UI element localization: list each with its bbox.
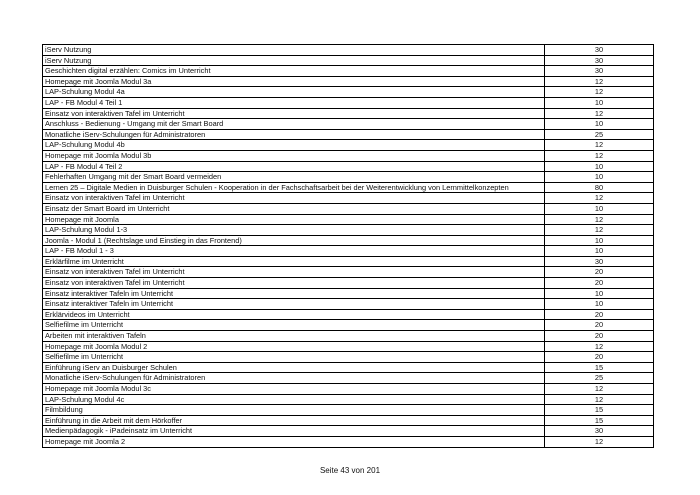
table-row [43,299,654,310]
course-title-cell: Einsatz von interaktiven Tafel im Unterricht [43,193,545,204]
course-hours-cell: 20 [545,320,654,331]
table-row [43,288,654,299]
course-hours-cell: 80 [545,182,654,193]
table-row [43,119,654,130]
course-hours-cell: 20 [545,267,654,278]
course-hours-cell: 12 [545,394,654,405]
table-row [43,331,654,342]
course-hours-cell: 12 [545,150,654,161]
course-title-cell: Homepage mit Joomla Modul 2 [43,341,545,352]
course-hours-cell: 10 [545,97,654,108]
course-hours-cell: 10 [545,161,654,172]
table-row [43,341,654,352]
course-title-cell: Einsatz von interaktiven Tafel im Unterricht [43,108,545,119]
table-row [43,108,654,119]
table-row [43,426,654,437]
course-title-cell: Homepage mit Joomla 2 [43,436,545,447]
course-hours-cell: 15 [545,415,654,426]
table-row [43,394,654,405]
course-hours-cell: 10 [545,172,654,183]
table-row [43,161,654,172]
course-title-cell: LAP-Schulung Modul 4c [43,394,545,405]
table-row [43,97,654,108]
table-row [43,362,654,373]
course-title-cell: Geschichten digital erzählen: Comics im Unterricht [43,66,545,77]
table-row [43,309,654,320]
course-title-cell: LAP-Schulung Modul 4b [43,140,545,151]
table-row [43,373,654,384]
course-title-cell: LAP - FB Modul 4 Teil 1 [43,97,545,108]
course-title-cell: LAP - FB Modul 1 - 3 [43,246,545,257]
course-title-cell: Medienpädagogik - iPadeinsatz im Unterricht [43,426,545,437]
course-hours-cell: 25 [545,129,654,140]
course-title-cell: Einführung in die Arbeit mit dem Hörkoffer [43,415,545,426]
course-hours-cell: 10 [545,203,654,214]
course-hours-cell: 12 [545,193,654,204]
table-row [43,45,654,56]
course-title-cell: Monatliche iServ-Schulungen für Administratoren [43,373,545,384]
course-title-cell: Filmbildung [43,405,545,416]
course-hours-cell: 12 [545,108,654,119]
table-row [43,256,654,267]
table-row [43,320,654,331]
course-table [42,44,654,448]
table-row [43,129,654,140]
course-hours-cell: 20 [545,278,654,289]
table-row [43,267,654,278]
course-title-cell: LAP-Schulung Modul 1-3 [43,225,545,236]
table-row [43,150,654,161]
table-row [43,203,654,214]
course-hours-cell: 12 [545,214,654,225]
course-hours-cell: 30 [545,426,654,437]
course-title-cell: Selfiefilme im Unterricht [43,320,545,331]
course-title-cell: Erklärfilme im Unterricht [43,256,545,267]
table-row [43,384,654,395]
course-title-cell: iServ Nutzung [43,45,545,56]
course-hours-cell: 12 [545,225,654,236]
course-title-cell: Einsatz von interaktiven Tafel im Unterricht [43,278,545,289]
course-hours-cell: 12 [545,87,654,98]
table-row [43,55,654,66]
course-hours-cell: 30 [545,45,654,56]
table-row [43,246,654,257]
table-row [43,278,654,289]
table-row [43,405,654,416]
course-title-cell: Arbeiten mit interaktiven Tafeln [43,331,545,342]
course-title-cell: Homepage mit Joomla [43,214,545,225]
course-hours-cell: 12 [545,436,654,447]
course-title-cell: Homepage mit Joomla Modul 3b [43,150,545,161]
course-title-cell: Einsatz der Smart Board im Unterricht [43,203,545,214]
course-hours-cell: 12 [545,341,654,352]
table-row [43,66,654,77]
course-title-cell: iServ Nutzung [43,55,545,66]
course-hours-cell: 10 [545,246,654,257]
course-hours-cell: 15 [545,405,654,416]
table-row [43,182,654,193]
course-title-cell: LAP - FB Modul 4 Teil 2 [43,161,545,172]
table-row [43,225,654,236]
course-hours-cell: 10 [545,288,654,299]
course-hours-cell: 10 [545,119,654,130]
course-title-cell: Einsatz von interaktiven Tafel im Unterricht [43,267,545,278]
course-hours-cell: 12 [545,140,654,151]
course-title-cell: Fehlerhaften Umgang mit der Smart Board vermeiden [43,172,545,183]
course-hours-cell: 30 [545,256,654,267]
course-hours-cell: 20 [545,309,654,320]
table-row [43,235,654,246]
course-table-body [43,45,654,448]
course-hours-cell: 20 [545,352,654,363]
course-title-cell: Homepage mit Joomla Modul 3c [43,384,545,395]
table-row [43,172,654,183]
course-hours-cell: 30 [545,55,654,66]
course-title-cell: Einsatz interaktiver Tafeln im Unterricht [43,288,545,299]
course-title-cell: Einführung iServ an Duisburger Schulen [43,362,545,373]
course-title-cell: Selfiefilme im Unterricht [43,352,545,363]
course-title-cell: Einsatz interaktiver Tafeln im Unterricht [43,299,545,310]
table-row [43,436,654,447]
course-title-cell: LAP-Schulung Modul 4a [43,87,545,98]
table-row [43,193,654,204]
course-hours-cell: 25 [545,373,654,384]
course-hours-cell: 30 [545,66,654,77]
table-row [43,140,654,151]
course-title-cell: Monatliche iServ-Schulungen für Administratoren [43,129,545,140]
table-row [43,352,654,363]
course-title-cell: Homepage mit Joomla Modul 3a [43,76,545,87]
course-hours-cell: 12 [545,76,654,87]
course-title-cell: Lernen 25 – Digitale Medien in Duisburger Schulen - Kooperation in der Fachschaftsarbeit bei der Weiterentwicklung von Lernmittelkonzepten [43,182,545,193]
table-row [43,87,654,98]
course-hours-cell: 10 [545,299,654,310]
course-hours-cell: 20 [545,331,654,342]
table-row [43,214,654,225]
course-hours-cell: 12 [545,384,654,395]
course-title-cell: Erklärvideos im Unterricht [43,309,545,320]
page-footer: Seite 43 von 201 [319,466,381,475]
course-hours-cell: 15 [545,362,654,373]
course-hours-cell: 10 [545,235,654,246]
table-row [43,76,654,87]
course-title-cell: Joomla - Modul 1 (Rechtslage und Einstieg in das Frontend) [43,235,545,246]
table-row [43,415,654,426]
course-title-cell: Anschluss - Bedienung - Umgang mit der Smart Board [43,119,545,130]
